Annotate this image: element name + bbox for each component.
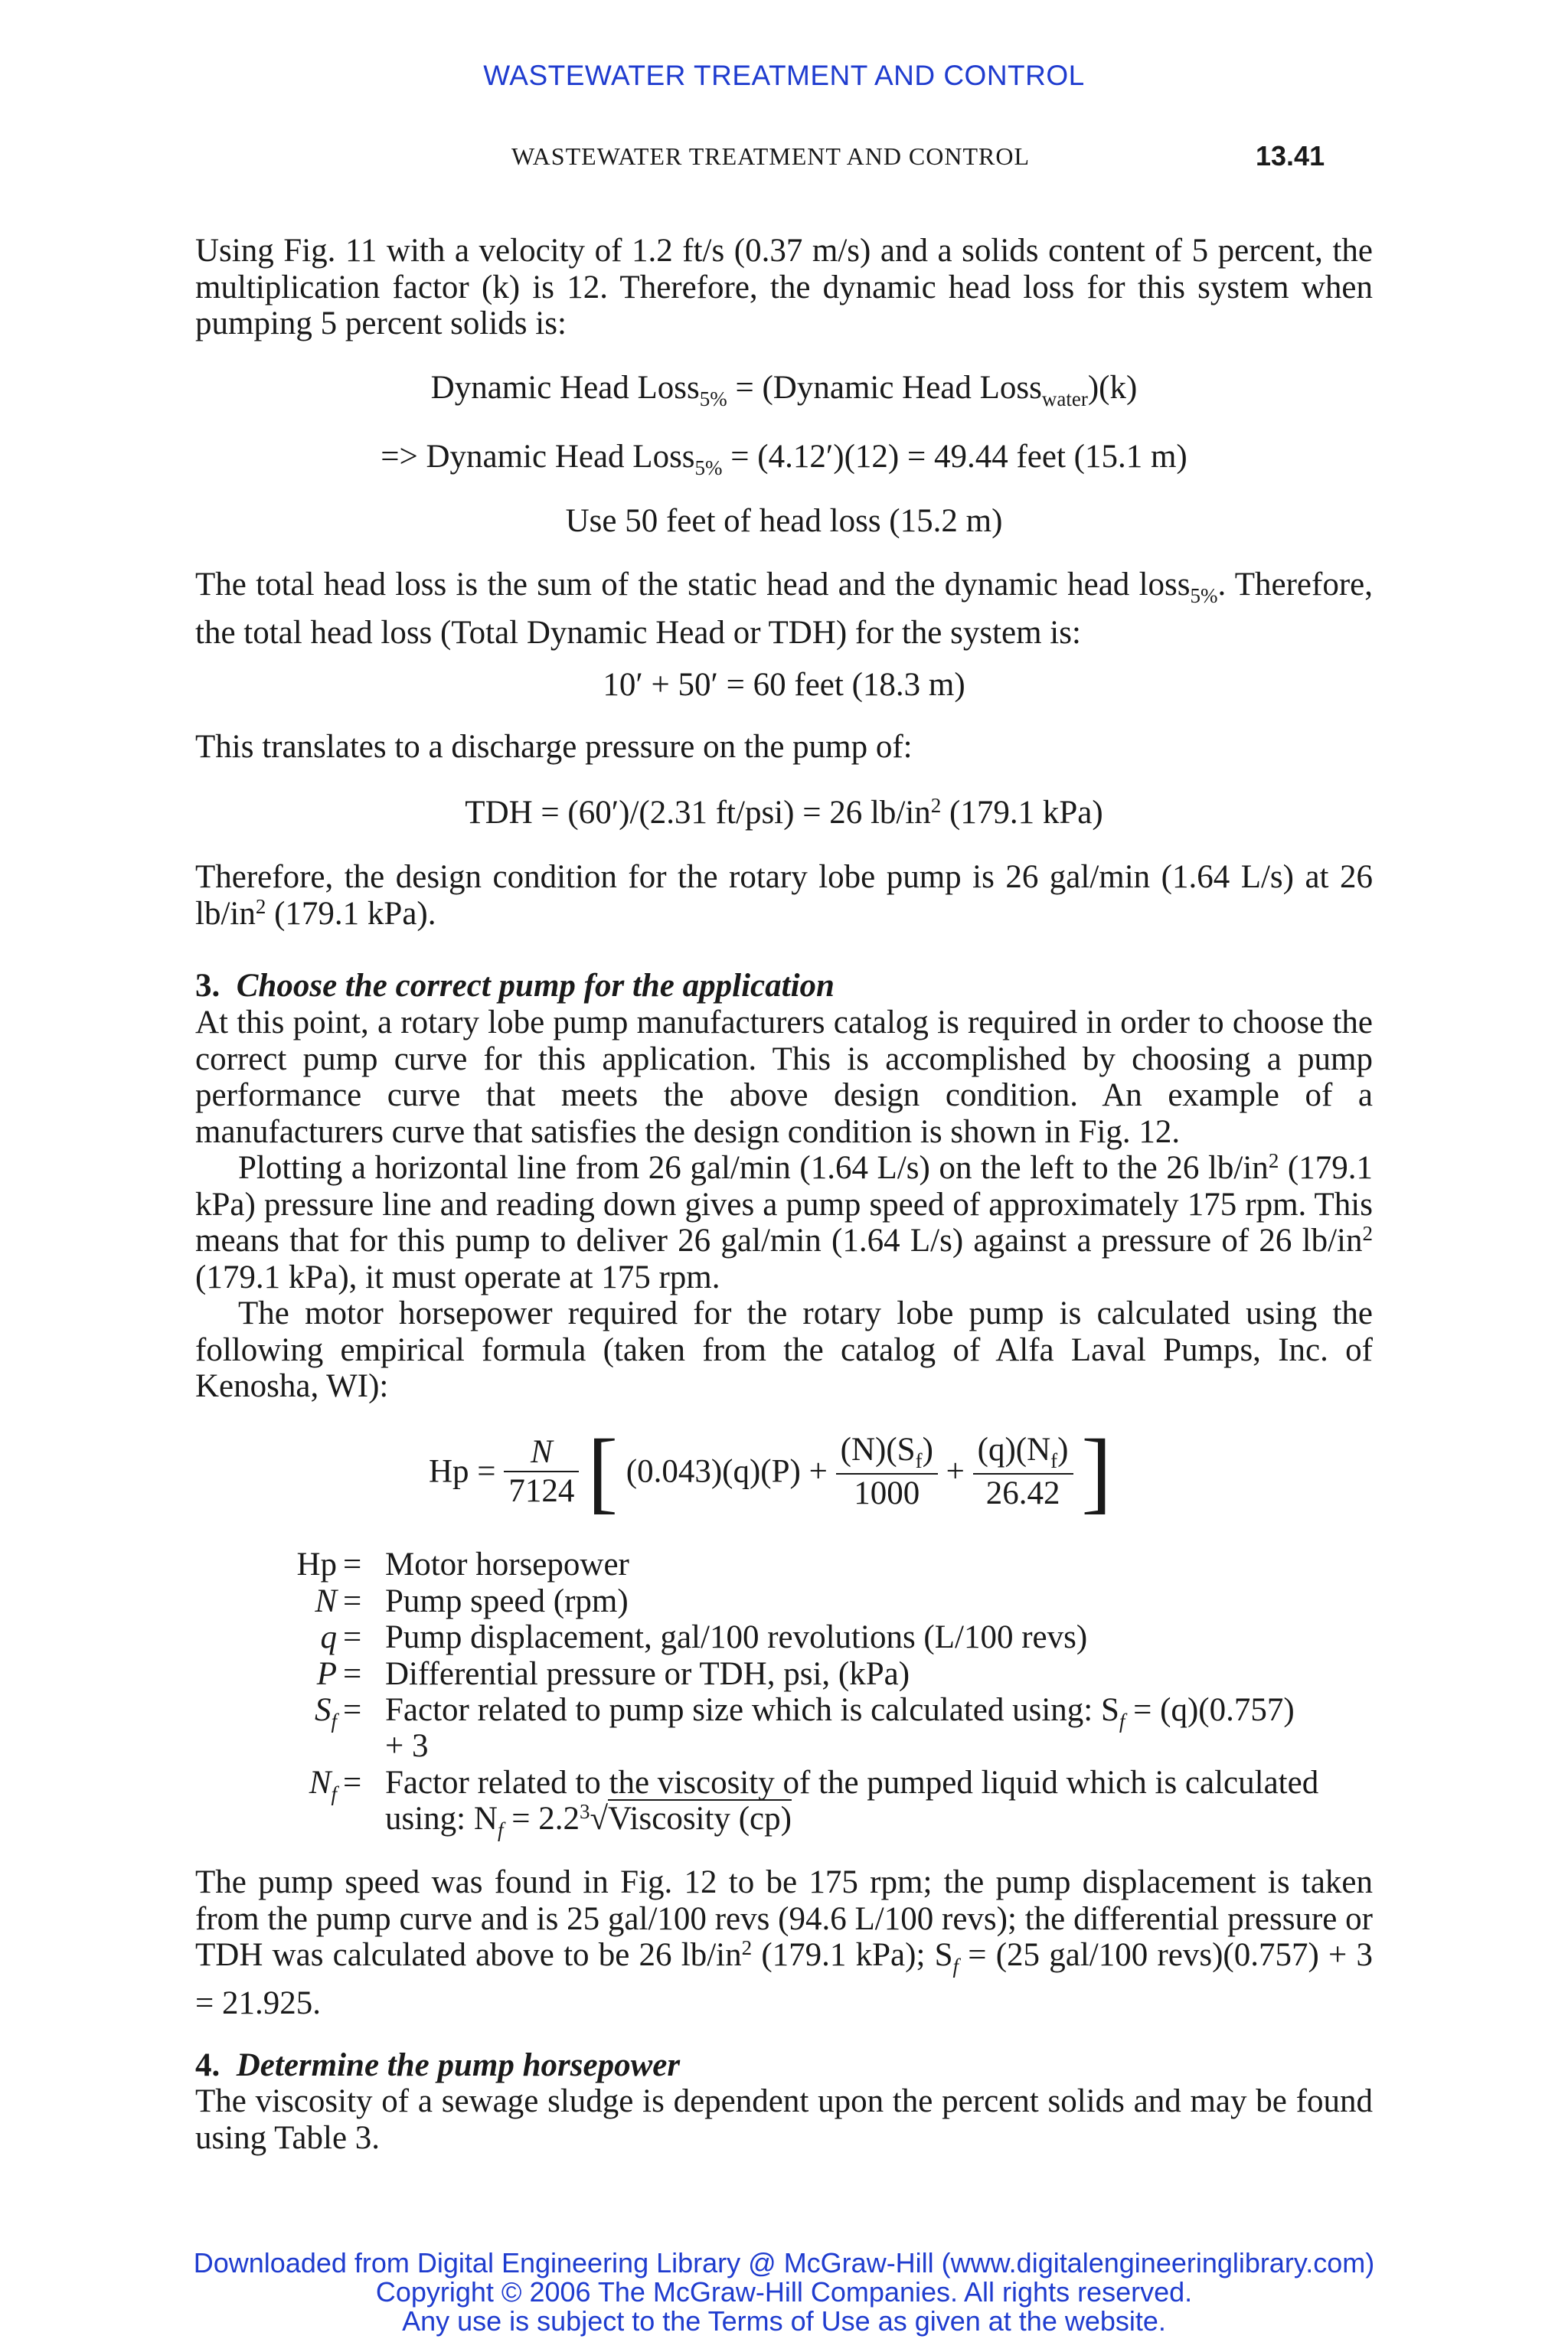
running-head: WASTEWATER TREATMENT AND CONTROL — [511, 142, 1031, 170]
paragraph-total-head-loss: The total head loss is the sum of the static head and the dynamic head loss$_{5\%}$. Therefore, the total head loss (Total Dynamic Head or TDH) for the system is: — [195, 567, 1373, 651]
heading-number: 3. — [195, 968, 220, 1004]
paragraph-viscosity: The viscosity of a sewage sludge is dependent upon the percent solids and may be found using Table 3. — [195, 2083, 1373, 2156]
paragraph-choose-pump: At this point, a rotary lobe pump manufacturers catalog is required in order to choose the correct pump curve for this application. This is accomplished by choosing a pump performance curve that meets the above design condition. An example of a manufacturers curve that satisfies the design condition is shown in Fig. 12. — [195, 1004, 1373, 1150]
paragraph-motor-horsepower: The motor horsepower required for the rotary lobe pump is calculated using the following empirical formula (taken from the catalog of Alfa Laval Pumps, Inc. of Kenosha, WI): — [195, 1295, 1373, 1404]
fraction-n-sf-over-1000: $\frac{(N)(S_f)}{1000}$ — [836, 1431, 938, 1512]
equation-total-head: 10′ + 50′ = 60 feet (18.3 m) — [603, 667, 965, 703]
cube-root-index: 3 — [579, 1800, 590, 1823]
paragraph-plotting: Plotting a horizontal line from 26 gal/min (1.64 L/s) on the left to the 26 $lb/in^2$ (179.1 kPa) pressure line and reading down gives a pump speed of approximately 175 rpm. This means that for this pump to deliver 26 gal/min (1.64 L/s) against a pressure of 26 $lb/in^2$ (179.1 kPa), it must operate at 175 rpm. — [195, 1149, 1373, 1295]
paragraph-discharge-pressure: This translates to a discharge pressure on the pump of: — [195, 729, 913, 765]
section-heading-4 — [195, 2047, 680, 2084]
fraction-n-over-7124: $\frac{N}{7124}$ — [504, 1433, 579, 1510]
section-heading-3 — [195, 967, 835, 1004]
footer-download-link[interactable]: Downloaded from Digital Engineering Library @ McGraw-Hill (www.digitalengineeringlibrary.com) — [193, 2247, 1375, 2278]
page-number: 13.41 — [1256, 140, 1325, 172]
paragraph-intro: Using Fig. 11 with a velocity of 1.2 ft/s (0.37 m/s) and a solids content of 5 percent, the multiplication factor (k) is 12. Therefore, the dynamic head loss for this system when pumping 5 percent solids is: — [195, 233, 1373, 341]
heading-number: 4. — [195, 2047, 220, 2083]
horsepower-formula: Hp = $\frac{N}{7124}$ [ (0.043)(q)(P) + $\frac{(N)(S_f)}{1000}$ + $\frac{(q)(N_f)}{26.42}$ ] — [429, 1420, 1112, 1522]
equation-dynamic-head-loss: Dynamic Head Loss$_{5\%}$ = (Dynamic Head Loss$_{water}$)(k) — [430, 370, 1138, 410]
equation-use-50-feet: Use 50 feet of head loss (15.2 m) — [565, 503, 1003, 539]
paragraph-pump-speed-found: The pump speed was found in Fig. 12 to be 175 rpm; the pump displacement is taken from the pump curve and is 25 gal/100 revs (94.6 L/100 revs); the differential pressure or TDH was calculated above to be 26 $lb/in^2$ (179.1 kPa); $S_f = (25$ gal/100 revs)(0.757) + 3 = 21.925. — [195, 1864, 1374, 2021]
definition-sf: $S_f$ = Factor related to pump size which is calculated using: $S_f = (q)(0.757)$ + 3 — [314, 1692, 1295, 1764]
paragraph-design-condition: Therefore, the design condition for the rotary lobe pump is 26 gal/min (1.64 L/s) at 26 $lb/in^2$ (179.1 kPa). — [195, 859, 1373, 932]
equation-tdh: TDH = (60′)/(2.31 ft/psi) = 26 $lb/in^2$ (179.1 kPa) — [465, 794, 1103, 831]
document-source-title: WASTEWATER TREATMENT AND CONTROL — [483, 60, 1085, 91]
heading-text: Determine the pump horsepower — [236, 2047, 681, 2083]
cube-root-sign: √ — [590, 1801, 609, 1837]
equation-dynamic-head-loss-result: => Dynamic Head Loss$_{5\%}$ = (4.12′)(12) = 49.44 feet (15.1 m) — [381, 439, 1187, 479]
footer-copyright: Copyright © 2006 The McGraw-Hill Companies. All rights reserved. — [375, 2276, 1193, 2308]
fraction-q-nf-over-26-42: $\frac{(q)(N_f)}{26.42}$ — [973, 1431, 1073, 1512]
footer-terms-link[interactable]: Any use is subject to the Terms of Use as given at the website. — [402, 2305, 1166, 2337]
heading-text: Choose the correct pump for the application — [236, 968, 835, 1004]
definition-nf: $N_f$ = Factor related to the viscosity of the pumped liquid which is calculated using: $N_f$ = $2.2^3√Viscosity$ (cp) — [309, 1765, 1319, 1841]
